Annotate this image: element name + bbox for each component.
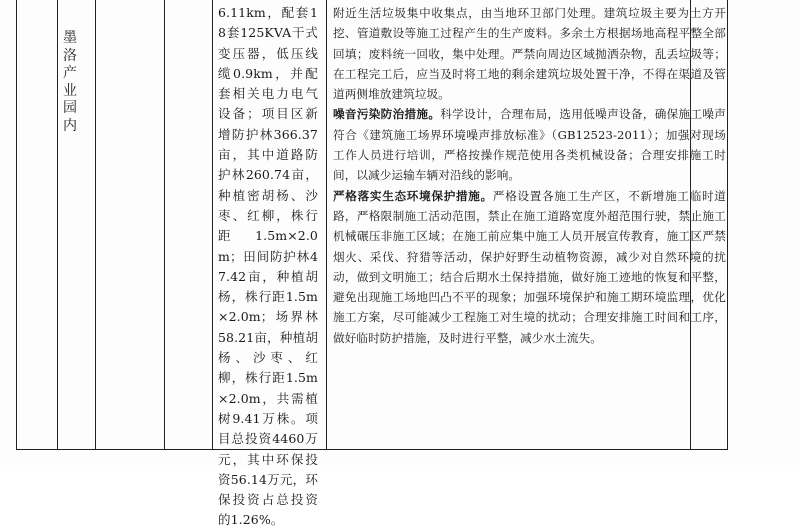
table-divider-2	[95, 0, 96, 450]
environmental-measures-cell	[333, 3, 726, 348]
table-border-left	[16, 0, 17, 450]
construction-content-cell: 6.11km，配套18套125KVA干式变压器，低压线缆0.9km，并配套相关电力电气设备；项目区新增防护林366.37亩，其中道路防护林260.74亩，种植密胡杨、沙枣、红柳，株行距1.5m×2.0m；田间防护林47.42亩，种植胡杨，株行距1.5m×2.0m；场界林58.21亩，种植胡杨、沙枣、红柳，株行距1.5m×2.0m，共需植树9.41万株。项目总投资4460万元，其中环保投资56.14万元，环保投资占总投资的1.26%。	[218, 5, 318, 528]
noise-text: 科学设计，合理布局，选用低噪声设备，确保施工噪声符合《建筑施工场界环境噪声排放标准》（GB12523-2011）；加强对现场工作人员进行培训，严格按操作规范使用各类机械设备；合理安排施工时间，以减少运输车辆对沿线的影响。	[333, 107, 727, 183]
location-cell: 墨洛产业园内	[63, 30, 77, 134]
solid-waste-paragraph: 附近生活垃圾集中收集点，由当地环卫部门处理。建筑垃圾主要为土方开挖、管道敷设等施工过程产生的生产废料。多余土方根据场地高程平整全部回填；废料统一回收，集中处理。严禁向周边区域抛洒杂物，乱丢垃圾等；在工程完工后，应当及时将工地的剩余建筑垃圾处置干净，不得在渠道及管道两侧堆放建筑垃圾。	[333, 6, 726, 102]
noise-paragraph	[333, 104, 726, 185]
noise-heading: 噪音污染防治措施。	[333, 107, 441, 122]
ecology-paragraph	[333, 186, 726, 348]
table-divider-1	[57, 0, 58, 450]
table-border-right	[727, 0, 728, 450]
ecology-text: 严格设置各施工生产区，不新增施工临时道路，严格限制施工活动范围，禁止在施工道路宽度外超范围行驶，禁止施工机械碾压非施工区域；在施工前应集中施工人员开展宣传教育，施工区严禁烟火、采伐、狩猎等活动，保护好野生动植物资源，减少对自然环境的扰动，做到文明施工；结合后期水土保持措施，做好施工迹地的恢复和平整，避免出现施工场地凹凸不平的现象；加强环境保护和施工期环境监理，优化施工方案，尽可能减少工程施工对生境的扰动；合理安排施工时间和工序，做好临时防护措施，及时进行平整，减少水土流失。	[333, 188, 726, 345]
table-divider-3	[164, 0, 165, 450]
table-divider-5	[326, 0, 327, 450]
table-bottom-border	[16, 449, 728, 450]
ecology-heading: 严格落实生态环境保护措施。	[333, 188, 493, 203]
table-divider-4	[212, 0, 213, 450]
